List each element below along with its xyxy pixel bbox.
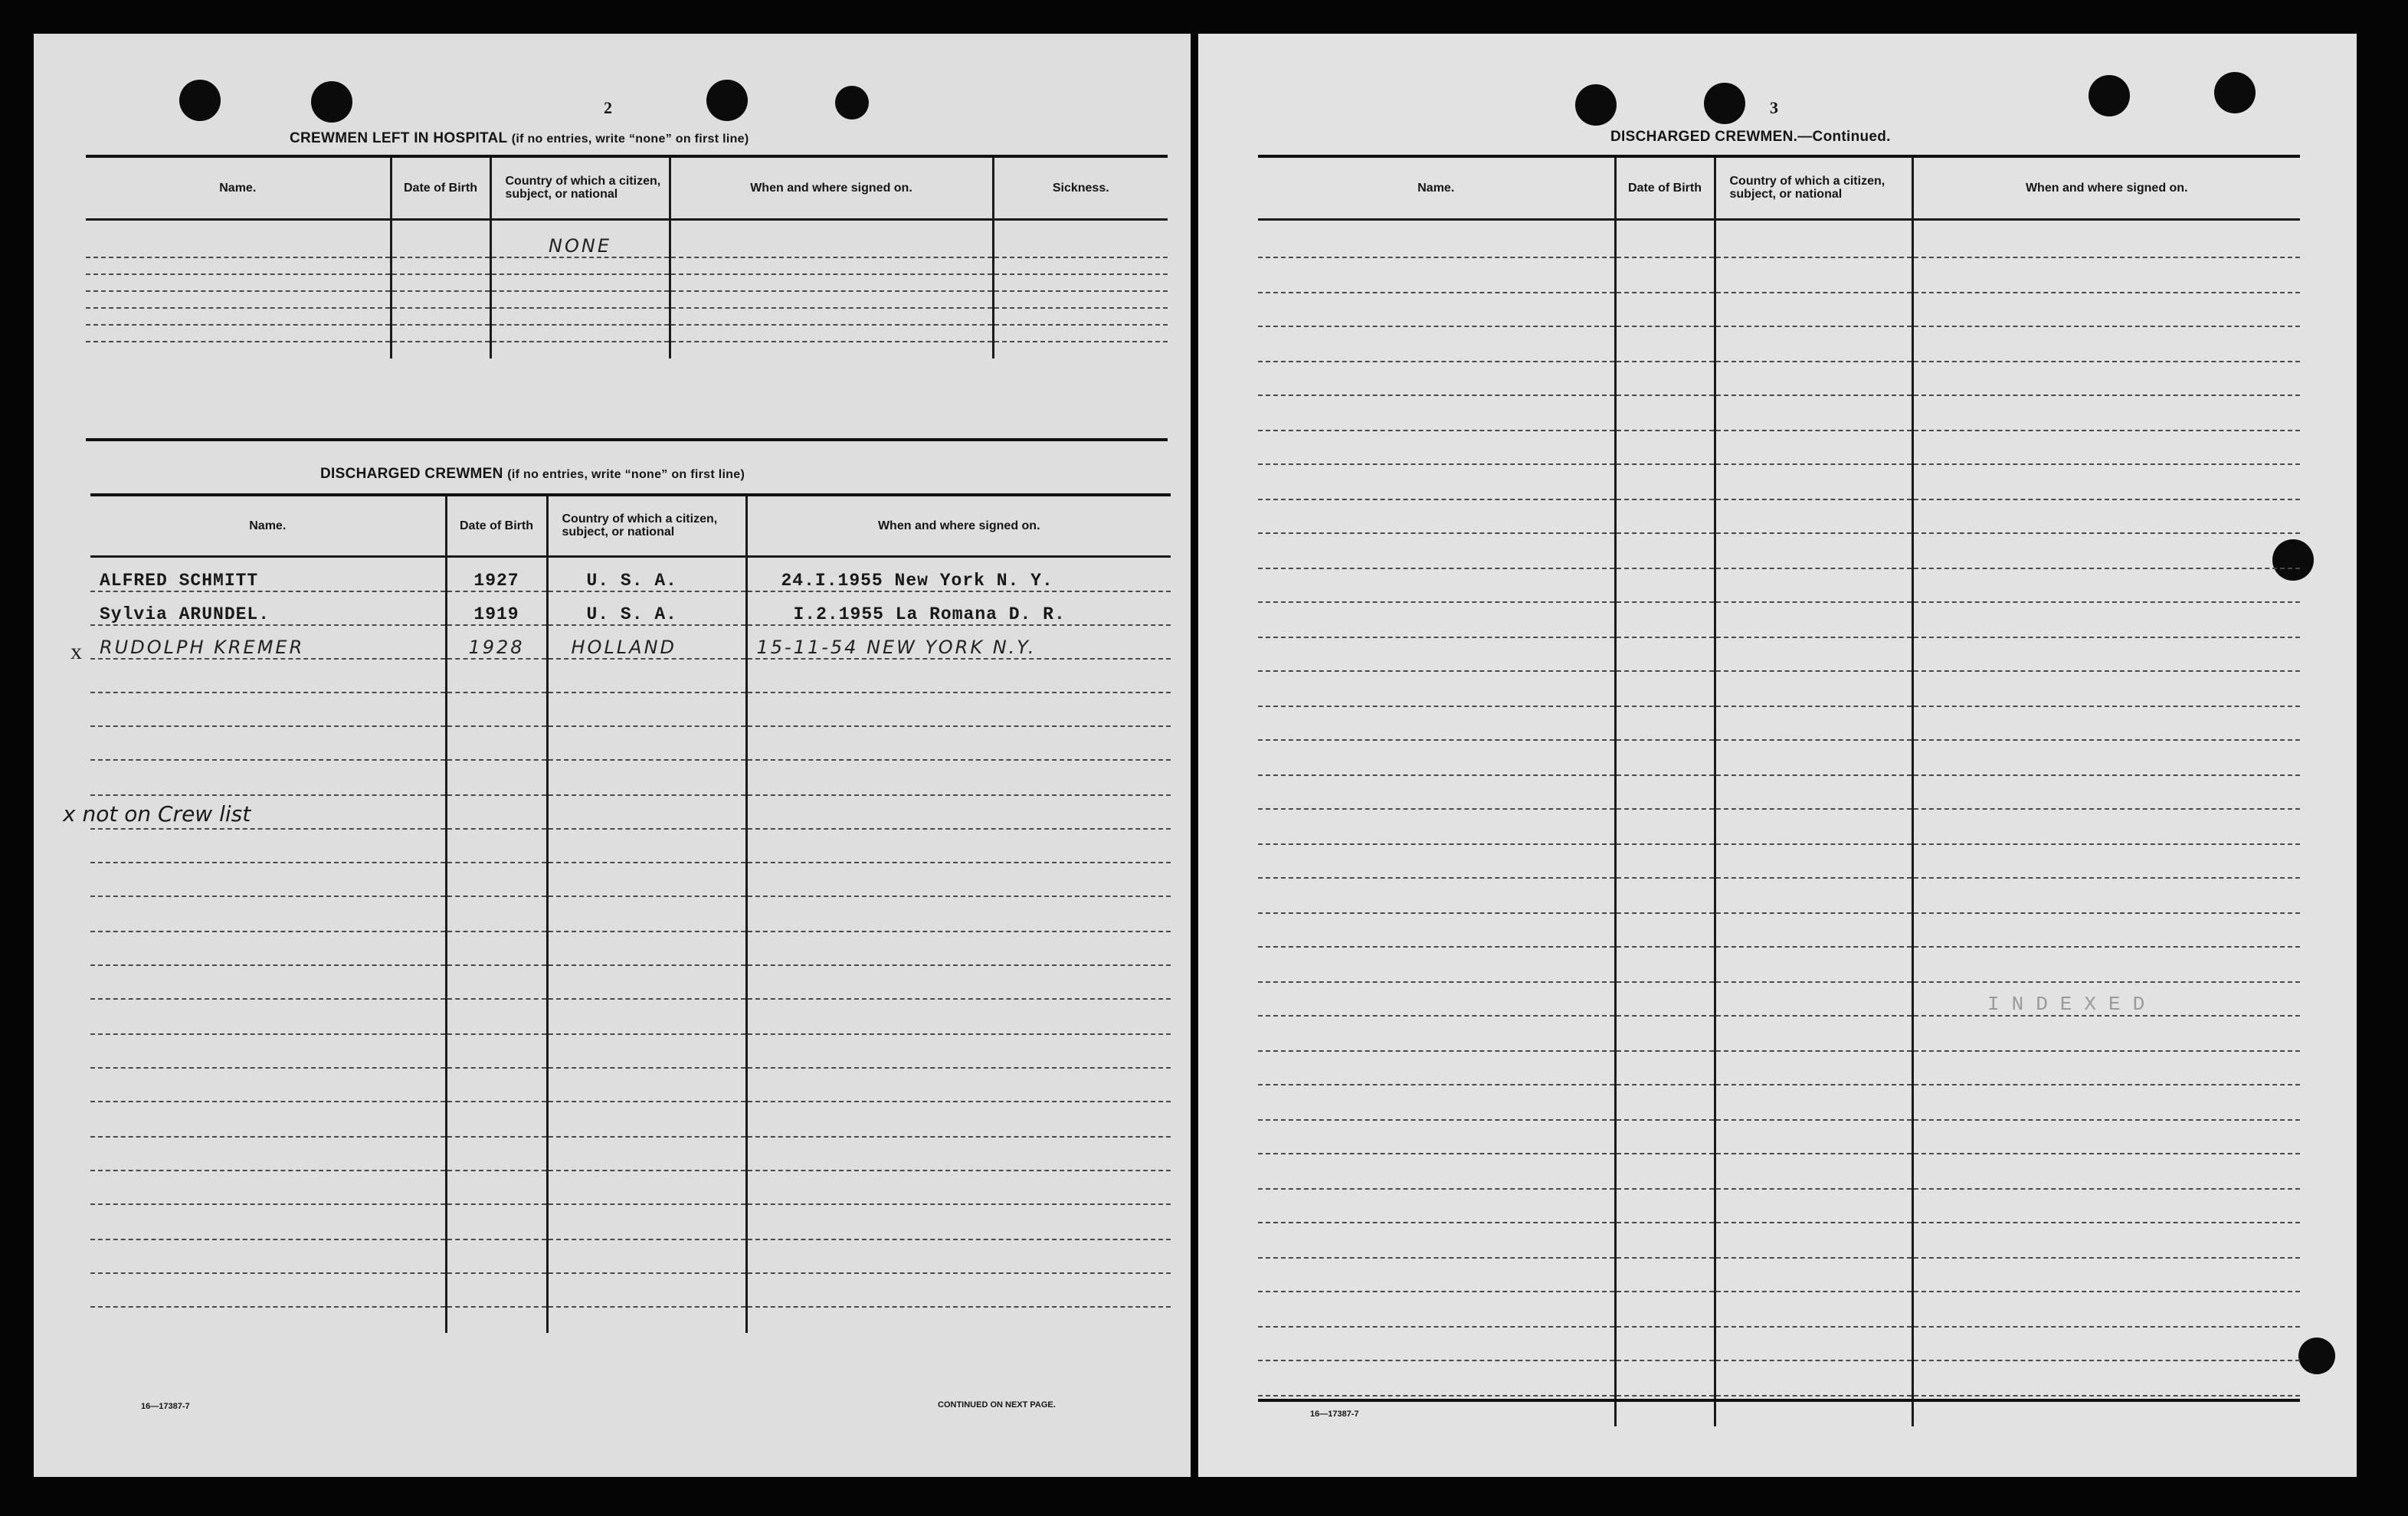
table-bottom-rule — [1258, 1399, 2300, 1402]
punch-hole — [1704, 83, 1745, 124]
crewman-dob: 1919 — [473, 604, 519, 624]
continued-label: CONTINUED ON NEXT PAGE. — [938, 1400, 1056, 1410]
punch-hole — [706, 80, 748, 121]
punch-hole — [835, 86, 869, 120]
crewman-country: U. S. A. — [586, 604, 677, 624]
discharged-continued-title: DISCHARGED CREWMEN.—Continued. — [1610, 129, 1891, 145]
punch-hole — [179, 80, 221, 121]
crewman-name: ALFRED SCHMITT — [100, 571, 259, 591]
punch-hole — [311, 81, 352, 123]
punch-hole — [2298, 1338, 2335, 1374]
discharged-title-text: DISCHARGED CREWMEN — [320, 466, 503, 482]
col-header-signed-on: When and where signed on. — [746, 495, 1171, 556]
table-row — [90, 556, 1171, 591]
crewman-name: RUDOLPH KREMER — [100, 637, 305, 658]
table-row — [90, 591, 1171, 625]
crewman-dob: 1927 — [473, 571, 519, 591]
hospital-title-note: (if no entries, write “none” on first line) — [511, 133, 749, 146]
discharged-table — [90, 493, 1171, 1333]
col-header-sickness: Sickness. — [993, 156, 1168, 219]
row-x-mark: x — [70, 639, 82, 664]
hospital-entry-none: NONE — [549, 235, 611, 257]
handwritten-annotation: x not on Crew list — [63, 801, 251, 827]
left-page — [34, 34, 1191, 1477]
indexed-stamp: INDEXED — [1987, 993, 2157, 1016]
discharged-section-title — [320, 466, 745, 483]
hospital-table-bottom-rule — [86, 438, 1168, 441]
col-header-dob: Date of Birth — [391, 156, 490, 219]
crewman-signed-on: 15-11-54 NEW YORK N.Y. — [756, 637, 1037, 658]
table-row — [90, 625, 1171, 659]
col-header-dob: Date of Birth — [1615, 156, 1715, 219]
punch-hole — [2089, 75, 2130, 116]
crewman-country: HOLLAND — [571, 637, 677, 658]
col-header-signed-on: When and where signed on. — [1912, 156, 2300, 219]
col-header-country: Country of which a citizen, subject, or national — [1715, 156, 1912, 219]
hospital-section-title — [290, 130, 749, 147]
crewman-signed-on: 24.I.1955 New York N. Y. — [781, 571, 1053, 591]
col-header-name: Name. — [90, 495, 446, 556]
crewman-signed-on: I.2.1955 La Romana D. R. — [793, 604, 1066, 624]
crewman-country: U. S. A. — [586, 571, 677, 591]
col-header-name: Name. — [1258, 156, 1615, 219]
page-number: 3 — [1770, 98, 1778, 117]
right-page — [1198, 34, 2357, 1477]
form-number: 16—17387-7 — [1310, 1410, 1359, 1419]
col-header-signed-on: When and where signed on. — [670, 156, 993, 219]
col-header-name: Name. — [86, 156, 391, 219]
col-header-country: Country of which a citizen, subject, or national — [547, 495, 746, 556]
discharged-continued-table — [1258, 155, 2300, 1426]
punch-hole — [2214, 72, 2256, 113]
hospital-title-text: CREWMEN LEFT IN HOSPITAL — [290, 130, 508, 146]
crewman-name: Sylvia ARUNDEL. — [100, 604, 270, 624]
col-header-country: Country of which a citizen, subject, or national — [490, 156, 670, 219]
page-number: 2 — [604, 98, 612, 117]
hospital-table — [86, 155, 1168, 359]
punch-hole — [1575, 84, 1617, 126]
form-number: 16—17387-7 — [141, 1402, 190, 1411]
crewman-dob: 1928 — [468, 637, 525, 658]
discharged-title-note: (if no entries, write “none” on first line) — [507, 468, 745, 481]
col-header-dob: Date of Birth — [446, 495, 547, 556]
